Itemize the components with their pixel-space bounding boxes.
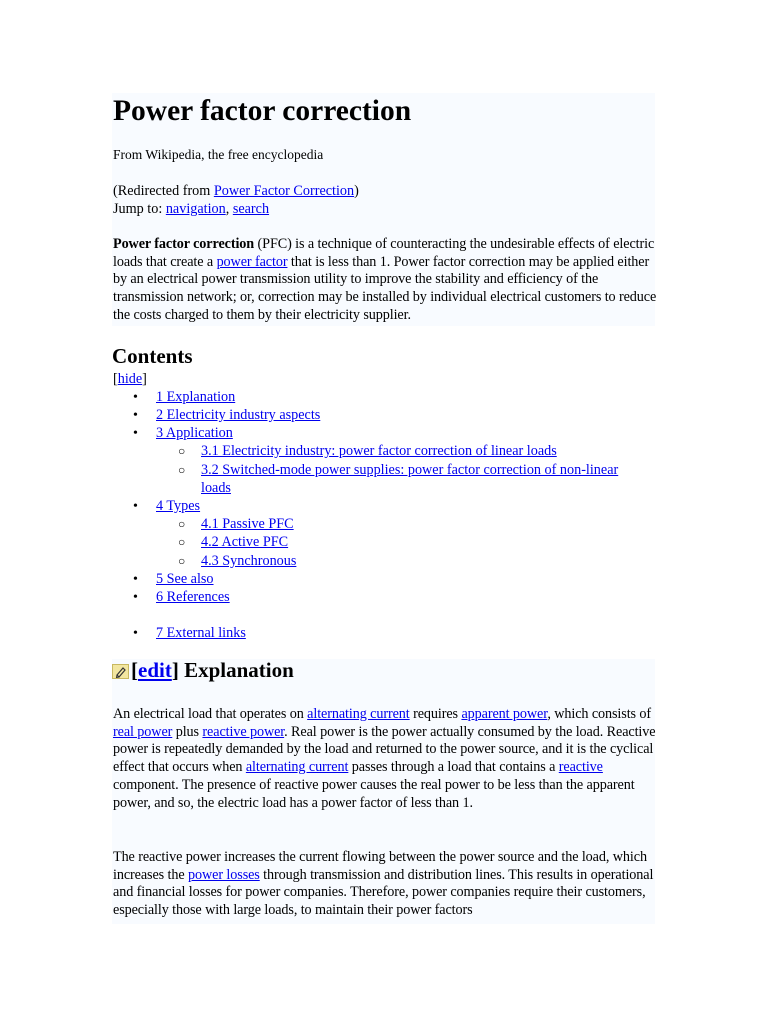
real-power-link[interactable]: real power: [113, 723, 173, 740]
circle-bullet-icon: ○: [178, 444, 186, 458]
bullet-icon: •: [133, 408, 138, 423]
para-text: requires: [409, 706, 462, 722]
edit-section-link[interactable]: edit: [138, 658, 172, 682]
toc-item-industry-aspects[interactable]: 2 Electricity industry aspects: [156, 407, 321, 423]
para-text: through transmission and distribution lines. This results in operational and financial losses for power companies. Therefore, power companies require their customers, especially those with large loads, to maintain their power factors: [113, 866, 654, 919]
circle-bullet-icon: ○: [178, 554, 186, 568]
toc-hide-toggle: [113, 370, 147, 388]
toc-item-types[interactable]: 4 Types: [156, 498, 201, 514]
jump-separator: ,: [225, 201, 233, 217]
redirect-link[interactable]: Power Factor Correction: [213, 183, 355, 199]
explanation-paragraph-2: [113, 849, 658, 920]
toc-item-explanation[interactable]: 1 Explanation: [156, 389, 236, 405]
alternating-current-link-2[interactable]: alternating current: [245, 759, 349, 776]
reactive-power-link[interactable]: reactive power: [202, 723, 285, 740]
toc-item-active-pfc[interactable]: 4.2 Active PFC: [201, 534, 289, 550]
bracket: [: [113, 371, 118, 387]
reactive-link[interactable]: reactive: [558, 759, 603, 776]
toc-item-linear-loads[interactable]: 3.1 Electricity industry: power factor correction of linear loads: [201, 443, 557, 459]
bracket: [: [131, 658, 138, 682]
jump-prefix: Jump to:: [113, 201, 166, 217]
bullet-icon: •: [133, 590, 138, 605]
toc-item-switched-mode[interactable]: 3.2 Switched-mode power supplies: power factor correction of non-linear: [201, 462, 619, 478]
power-factor-link[interactable]: power factor: [216, 253, 288, 270]
para-text: An electrical load that operates on: [113, 706, 308, 722]
power-losses-link[interactable]: power losses: [188, 866, 260, 883]
jump-to-links: [113, 200, 269, 218]
hide-toc-link[interactable]: hide: [117, 371, 143, 387]
circle-bullet-icon: ○: [178, 535, 186, 549]
bullet-icon: •: [133, 390, 138, 405]
para-text: . Real power is the power actually consumed by the load. Reactive power is repeatedly demanded by the load and returned to the power source, and it is the cyclical effect that occurs when: [113, 723, 656, 776]
para-text: passes through a load that contains a: [348, 759, 559, 776]
apparent-power-link[interactable]: apparent power: [461, 706, 548, 722]
para-text: , which consists of: [547, 706, 652, 722]
para-text: The reactive power increases the current flowing between the power source and the load, which increases the: [113, 849, 647, 883]
redirect-notice: [113, 182, 359, 200]
toc-item-application[interactable]: 3 Application: [156, 425, 233, 441]
site-tagline: From Wikipedia, the free encyclopedia: [113, 147, 324, 162]
para-text: component. The presence of reactive power causes the real power to be less than the apparent power, and so, the electric load has a power factor of less than 1.: [113, 776, 635, 811]
section-heading-explanation: [112, 658, 294, 683]
contents-heading: Contents: [112, 344, 193, 368]
circle-bullet-icon: ○: [178, 463, 186, 477]
jump-search-link[interactable]: search: [232, 201, 270, 217]
alternating-current-link[interactable]: alternating current: [307, 706, 410, 722]
toc-item-see-also[interactable]: 5 See also: [156, 571, 214, 587]
intro-paragraph: [113, 236, 658, 325]
intro-text: that is less than 1. Power factor correction may be applied either by an electrical power transmission utility to improve the stability and efficiency of the transmission network; or, correction may be installed by individual electrical customers to reduce the costs charged to them by their electricity supplier.: [113, 253, 657, 323]
intro-text: (PFC) is a technique of counteracting the undesirable effects of electric loads that create a: [113, 236, 655, 270]
bullet-icon: •: [133, 572, 138, 587]
para-text: plus: [172, 723, 203, 740]
bullet-icon: •: [133, 499, 138, 514]
circle-bullet-icon: ○: [178, 517, 186, 531]
intro-bold-term: Power factor correction: [113, 236, 255, 252]
explanation-paragraph-1: [113, 706, 658, 812]
toc-item-references[interactable]: 6 References: [156, 589, 230, 605]
page-title: Power factor correction: [113, 95, 412, 127]
section-title: Explanation: [178, 658, 294, 682]
toc-item-synchronous[interactable]: 4.3 Synchronous: [201, 553, 297, 569]
bracket: ]: [171, 658, 179, 682]
toc-item-switched-mode-cont[interactable]: loads: [201, 480, 231, 496]
edit-pencil-icon[interactable]: [112, 664, 129, 679]
jump-navigation-link[interactable]: navigation: [165, 201, 226, 217]
bullet-icon: •: [133, 626, 138, 641]
bracket: ]: [142, 371, 147, 387]
redirect-prefix: (Redirected from: [113, 183, 214, 199]
bullet-icon: •: [133, 426, 138, 441]
toc-item-passive-pfc[interactable]: 4.1 Passive PFC: [201, 516, 294, 532]
toc-item-external-links[interactable]: 7 External links: [156, 625, 246, 641]
redirect-suffix: ): [354, 183, 359, 199]
